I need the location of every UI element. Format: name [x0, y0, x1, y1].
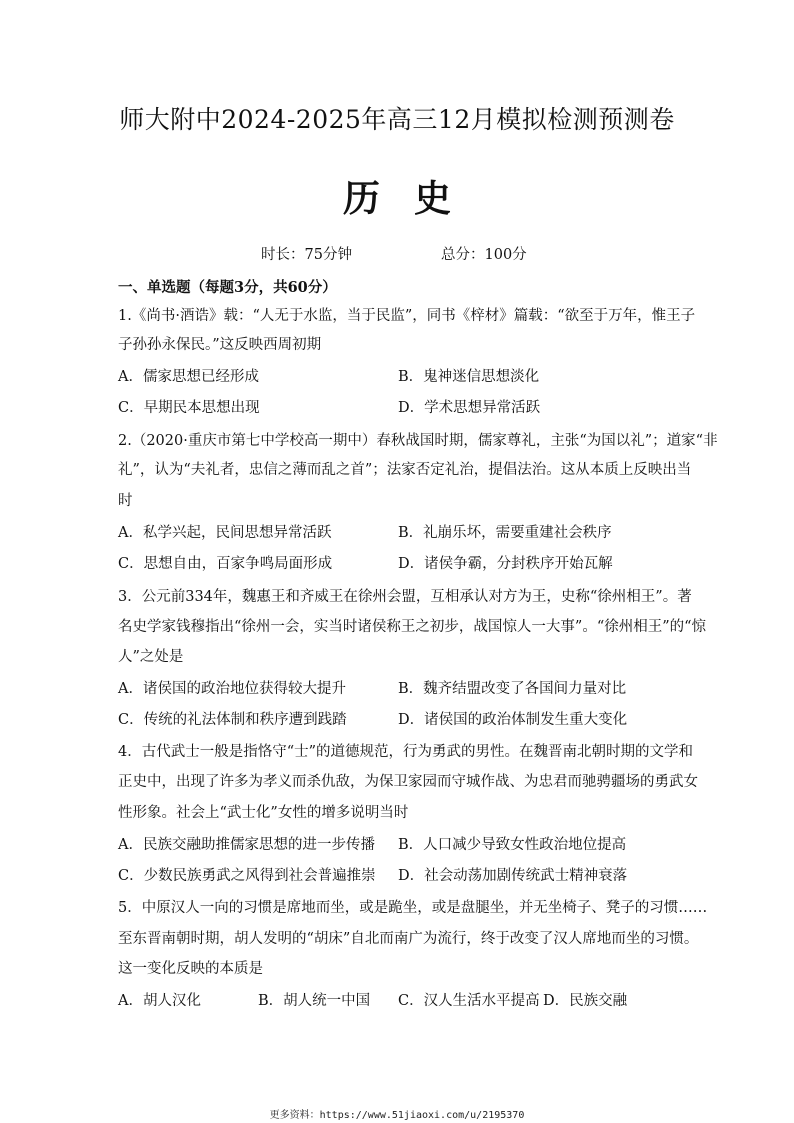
question-2-option-c: C．思想自由，百家争鸣局面形成: [118, 556, 333, 572]
question-5-option-c: C．汉人生活水平提高: [398, 993, 540, 1009]
question-4-line-1: 4．古代武士一般是指恪守“士”的道德规范，行为勇武的男性。在魏晋南北朝时期的文学和: [118, 744, 694, 760]
footer-link-text: 更多资料：https://www.51jiaoxi.com/u/2195370: [269, 1110, 525, 1121]
question-3-line-2: 名史学家钱穆指出“徐州一会，实当时诸侯称王之初步，战国惊人一大事”。“徐州相王”的“惊: [118, 619, 707, 635]
question-2-line-3: 时: [118, 493, 133, 509]
question-3-option-d: D．诸侯国的政治体制发生重大变化: [398, 712, 628, 728]
question-1-option-a: A．儒家思想已经形成: [118, 369, 259, 385]
question-2-line-1: 2.（2020·重庆市第七中学校高一期中）春秋战国时期，儒家尊礼，主张“为国以礼”；道家“非: [118, 433, 718, 449]
question-5-option-b: B．胡人统一中国: [258, 993, 371, 1009]
question-5-option-d: D．民族交融: [543, 993, 628, 1009]
question-5-option-a: A．胡人汉化: [118, 993, 201, 1009]
question-2-option-b: B．礼崩乐坏，需要重建社会秩序: [398, 525, 612, 541]
section-heading: 一、单选题（每题3分，共60分）: [118, 279, 337, 296]
question-1-option-b: B．鬼神迷信思想淡化: [398, 369, 540, 385]
question-4-option-b: B．人口减少导致女性政治地位提高: [398, 837, 627, 853]
question-2-option-a: A．私学兴起，民间思想异常活跃: [118, 525, 332, 541]
question-5-line-2: 至东晋南朝时期，胡人发明的“胡床”自北而南广为流行，终于改变了汉人席地而坐的习惯。: [118, 931, 699, 947]
question-1-line-1: 1.《尚书·酒诰》载：“人无于水监，当于民监”，同书《梓材》篇载：“欲至于万年，惟王子: [118, 308, 696, 324]
question-3-line-3: 人”之处是: [118, 649, 184, 665]
question-3-option-b: B．魏齐结盟改变了各国间力量对比: [398, 681, 627, 697]
question-5-line-1: 5．中原汉人一向的习惯是席地而坐，或是跪坐，或是盘腿坐，并无坐椅子、凳子的习惯……: [118, 900, 708, 916]
question-4-option-c: C．少数民族勇武之风得到社会普遍推崇: [118, 868, 376, 884]
question-4-option-d: D．社会动荡加剧传统武士精神衰落: [398, 868, 628, 884]
question-1-line-2: 子孙孙永保民。”这反映西周初期: [118, 337, 322, 353]
question-4-option-a: A．民族交融助推儒家思想的进一步传播: [118, 837, 375, 853]
question-3-line-1: 3．公元前334年，魏惠王和齐威王在徐州会盟，互相承认对方为王，史称“徐州相王”。著: [118, 589, 692, 605]
question-1-option-c: C．早期民本思想出现: [118, 400, 260, 416]
total-score-label: 总分：100分: [441, 247, 527, 263]
question-3-option-c: C．传统的礼法体制和秩序遭到践踏: [118, 712, 347, 728]
question-2-line-2: 礼”，认为“夫礼者，忠信之薄而乱之首”；法家否定礼治，提倡法治。这从本质上反映出当: [118, 462, 692, 478]
subject-title: 历史: [343, 176, 485, 220]
exam-title: 师大附中2024-2025年高三12月模拟检测预测卷: [119, 105, 675, 134]
question-3-option-a: A．诸侯国的政治地位获得较大提升: [118, 681, 346, 697]
question-5-line-3: 这一变化反映的本质是: [118, 961, 263, 977]
question-4-line-3: 性形象。社会上“武士化”女性的增多说明当时: [118, 805, 409, 821]
question-4-line-2: 正史中，出现了许多为孝义而杀仇敌，为保卫家园而守城作战、为忠君而驰骋疆场的勇武女: [118, 774, 698, 790]
question-2-option-d: D．诸侯争霸，分封秩序开始瓦解: [398, 556, 613, 572]
duration-label: 时长：75分钟: [261, 247, 352, 263]
question-1-option-d: D．学术思想异常活跃: [398, 400, 541, 416]
